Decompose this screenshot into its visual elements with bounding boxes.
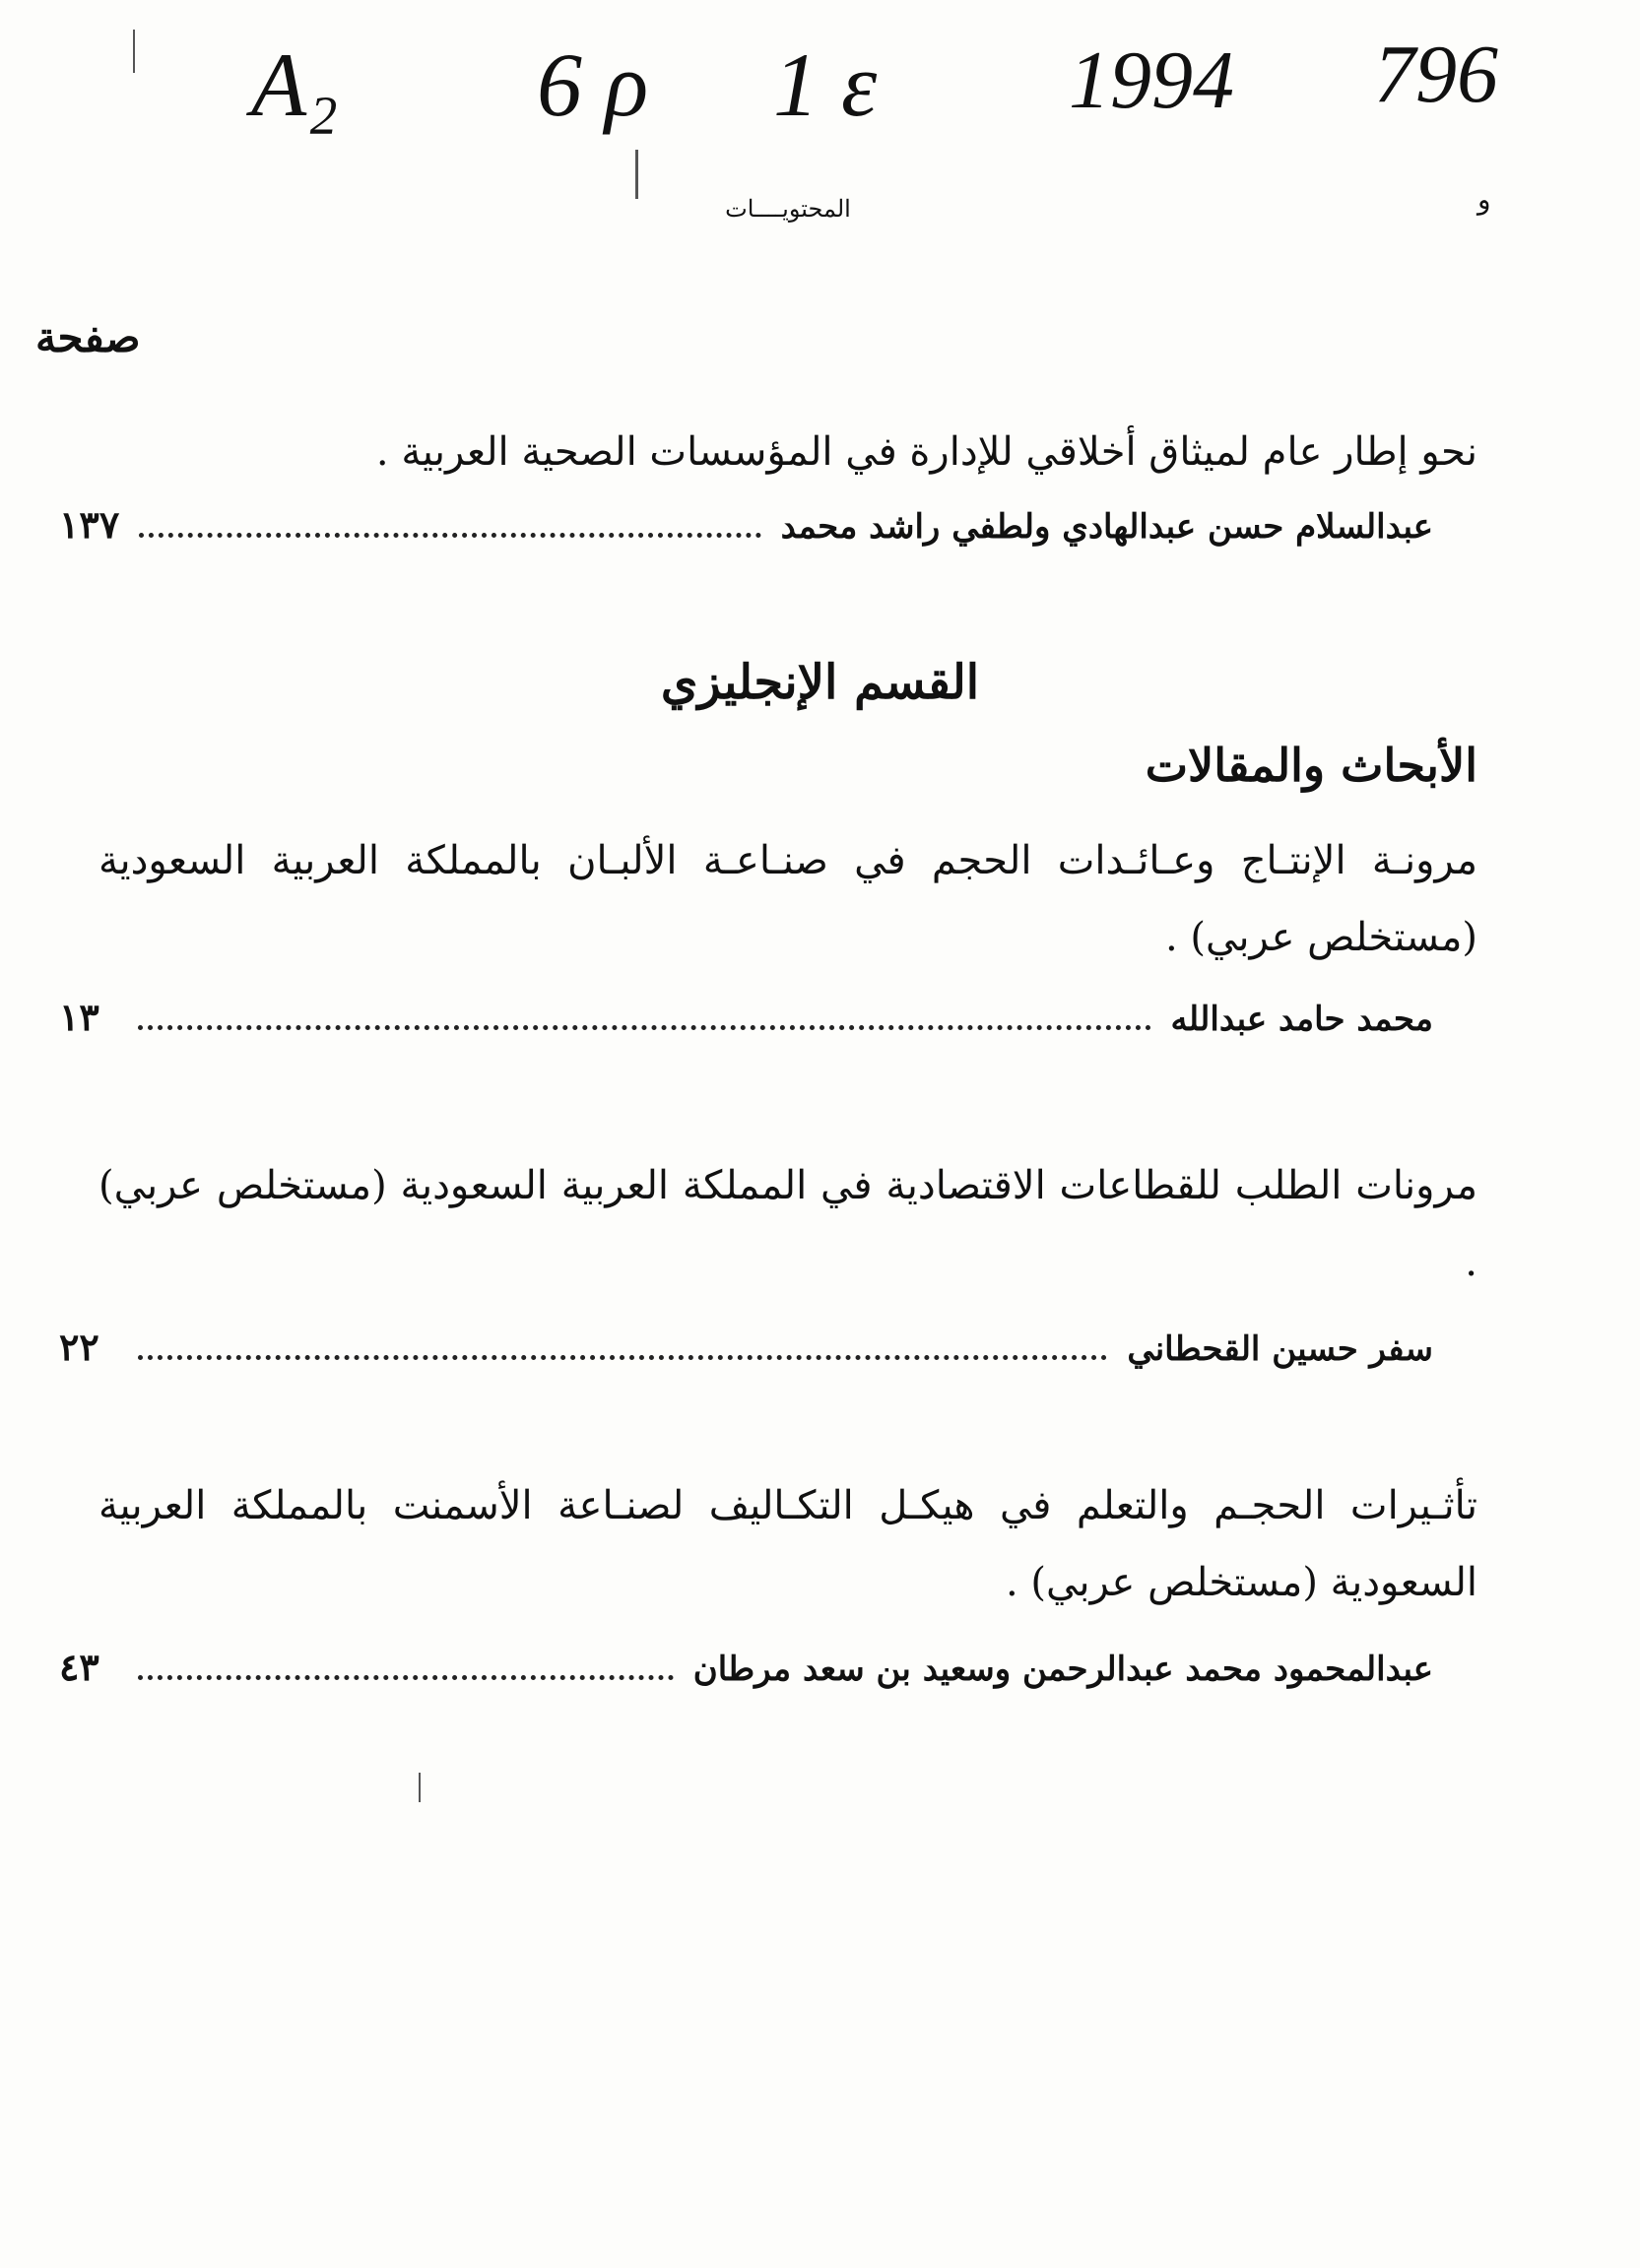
toc-entry-author: عبدالمحمود محمد عبدالرحمن وسعيد بن سعد مرطان	[692, 1650, 1433, 1689]
handwritten-year: 1994	[1069, 34, 1234, 126]
toc-entry-title: نحو إطار عام لميثاق أخلاقي للإدارة في المؤسسات الصحية العربية .	[375, 429, 1477, 475]
toc-entry-line	[59, 1645, 1433, 1700]
toc-entry-title: مرونـة الإنتـاج وعـائـدات الحجم في صنـاعـة الألبـان بالمملكة العربية السعودية (مستخلص عربي) .	[98, 838, 1477, 960]
section-title: القسم الإنجليزي	[660, 655, 980, 710]
toc-entry-author: عبدالسلام حسن عبدالهادي ولطفي راشد محمد	[780, 507, 1433, 547]
toc-entry-line	[59, 1325, 1433, 1380]
leader-dots	[139, 533, 760, 538]
leader-dots	[138, 1025, 1151, 1030]
handwritten-code-1e: 1 ε	[773, 34, 878, 135]
toc-entry-page: ١٣٧	[59, 502, 120, 547]
handwritten-number: 796	[1374, 29, 1498, 120]
scan-mark	[133, 30, 135, 73]
toc-entry-author: سفر حسين القحطاني	[1127, 1329, 1433, 1369]
handwritten-code-a2: A₂	[251, 34, 339, 135]
toc-entry-page: ٤٣	[59, 1645, 99, 1689]
toc-entry-line	[59, 502, 1433, 557]
handwritten-code-6p: 6 ρ	[537, 34, 649, 135]
page-title: المحتويــــات	[725, 195, 851, 223]
toc-entry-title: تأثـيرات الحجـم والتعلم في هيكـل التكـاليف لصنـاعة الأسمنت بالمملكة العربية السعودية (مستخلص عربي) .	[98, 1483, 1477, 1605]
page-column-label: صفحة	[35, 313, 141, 361]
scan-mark	[635, 150, 638, 199]
scan-mark	[419, 1773, 421, 1802]
toc-entry-title: مرونات الطلب للقطاعات الاقتصادية في المملكة العربية السعودية (مستخلص عربي) .	[98, 1163, 1477, 1285]
page-letter: و	[1477, 183, 1491, 216]
leader-dots	[138, 1675, 674, 1680]
toc-entry-page: ٢٢	[59, 1325, 99, 1369]
section-subtitle: الأبحاث والمقالات	[1145, 739, 1477, 792]
toc-entry-author: محمد حامد عبدالله	[1170, 1000, 1433, 1039]
toc-entry-line	[59, 995, 1433, 1050]
toc-entry-page: ١٣	[59, 995, 99, 1039]
leader-dots	[138, 1355, 1107, 1360]
